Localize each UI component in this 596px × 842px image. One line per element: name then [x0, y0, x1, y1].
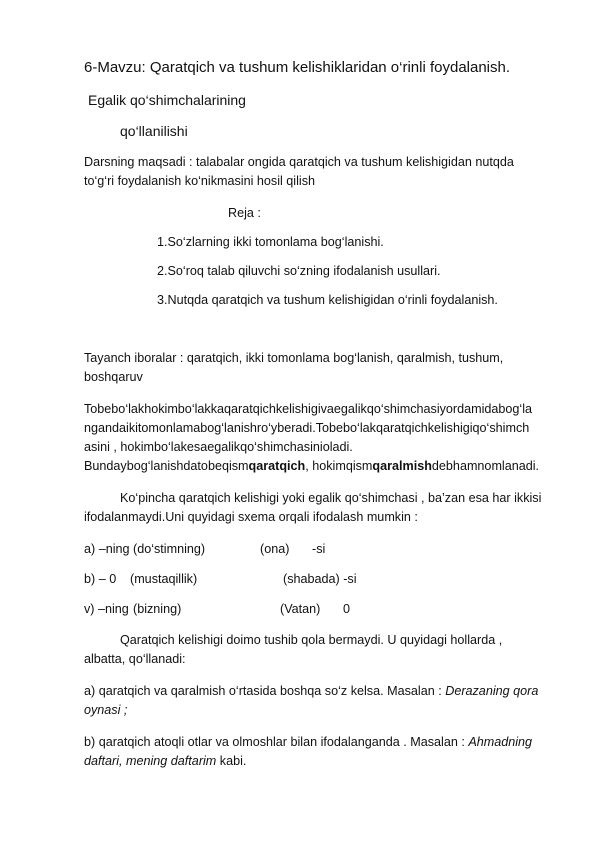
- topic-subtitle: Egalik qo‘shimchalarining: [88, 92, 246, 108]
- schema-row-a: [84, 541, 326, 558]
- example-text: daftari, mening daftarim: [84, 754, 217, 768]
- paragraph-3-line-2: albatta, qo‘llanadi:: [84, 652, 186, 666]
- example-text: oynasi ;: [84, 703, 128, 717]
- schema-cell: b) – 0: [84, 572, 117, 586]
- text-run: a) qaratqich va qaralmish o‘rtasida boshqa so‘z kelsa. Masalan :: [84, 684, 446, 698]
- case-a-line-2: [84, 702, 127, 719]
- plan-item-1: 1.So‘zlarning ikki tomonlama bog‘lanishi.: [157, 235, 384, 249]
- schema-cell: (bizning): [133, 602, 182, 616]
- term-qaratqich: qaratqich: [248, 459, 306, 473]
- schema-cell: (ona): [260, 542, 290, 556]
- schema-row-v: [84, 601, 351, 618]
- schema-cell: (mustaqillik): [130, 572, 198, 586]
- text-run: b) qaratqich atoqli otlar va olmoshlar bilan ifodalanganda . Masalan :: [84, 735, 469, 749]
- plan-heading: Reja :: [228, 206, 261, 220]
- schema-row-b: [84, 571, 357, 588]
- paragraph-2-line-1: Ko‘pincha qaratqich kelishigi yoki egalik qo‘shimchasi , ba’zan esa har ikkisi: [120, 491, 542, 505]
- schema-cell: (Vatan): [280, 602, 321, 616]
- schema-cell: (shabada) -si: [283, 572, 357, 586]
- topic-title: 6-Mavzu: Qaratqich va tushum kelishiklaridan o‘rinli foydalanish.: [84, 59, 511, 76]
- schema-cell: -si: [312, 542, 326, 556]
- plan-item-3: 3.Nutqda qaratqich va tushum kelishigidan o‘rinli foydalanish.: [157, 293, 498, 307]
- schema-cell: a) –ning (do‘stimning): [84, 542, 206, 556]
- paragraph-2-line-2: ifodalanmaydi.Uni quyidagi sxema orqali ifodalash mumkin :: [84, 510, 418, 524]
- text-run: Bundaybog‘lanishdatobeqism: [84, 459, 249, 473]
- case-b-line-2: [84, 753, 246, 770]
- case-b-line-1: [84, 734, 532, 751]
- term-qaralmish: qaralmish: [372, 459, 432, 473]
- paragraph-1-line-2: ngandaikitomonlamabog‘lanishro‘yberadi.Tobebo‘lakqaratqichkelishigiqo‘shimch: [84, 421, 530, 435]
- paragraph-1-line-1: Tobebo‘lakhokimbo‘lakkaqaratqichkelishigivaegalikqo‘shimchasiyordamidabog‘la: [84, 402, 533, 416]
- goal-line-1: Darsning maqsadi : talabalar ongida qaratqich va tushum kelishigidan nutqda: [84, 155, 514, 169]
- plan-item-2: 2.So‘roq talab qiluvchi so‘zning ifodalanish usullari.: [157, 264, 441, 278]
- text-run: debhamnomlanadi.: [431, 459, 540, 473]
- paragraph-3-line-1: Qaratqich kelishigi doimo tushib qola bermaydi. U quyidagi hollarda ,: [120, 633, 503, 647]
- goal-line-2: to‘g‘ri foydalanish ko‘nikmasini hosil qilish: [84, 174, 315, 188]
- keywords-line-2: boshqaruv: [84, 370, 143, 384]
- keywords-line-1: Tayanch iboralar : qaratqich, ikki tomonlama bog‘lanish, qaralmish, tushum,: [84, 351, 504, 365]
- paragraph-1-line-4: [84, 458, 539, 475]
- case-a-line-1: [84, 683, 538, 700]
- text-run: , hokimqism: [305, 459, 373, 473]
- text-run: kabi.: [216, 754, 247, 768]
- example-text: Ahmadning: [468, 735, 533, 749]
- schema-cell: v) –ning: [84, 602, 129, 616]
- paragraph-1-line-3: asini , hokimbo‘lakesaegalikqo‘shimchasinioladi.: [84, 440, 353, 454]
- example-text: Derazaning qora: [445, 684, 539, 698]
- topic-subtitle-cont: qo‘llanilishi: [120, 123, 188, 139]
- schema-cell: 0: [343, 602, 351, 616]
